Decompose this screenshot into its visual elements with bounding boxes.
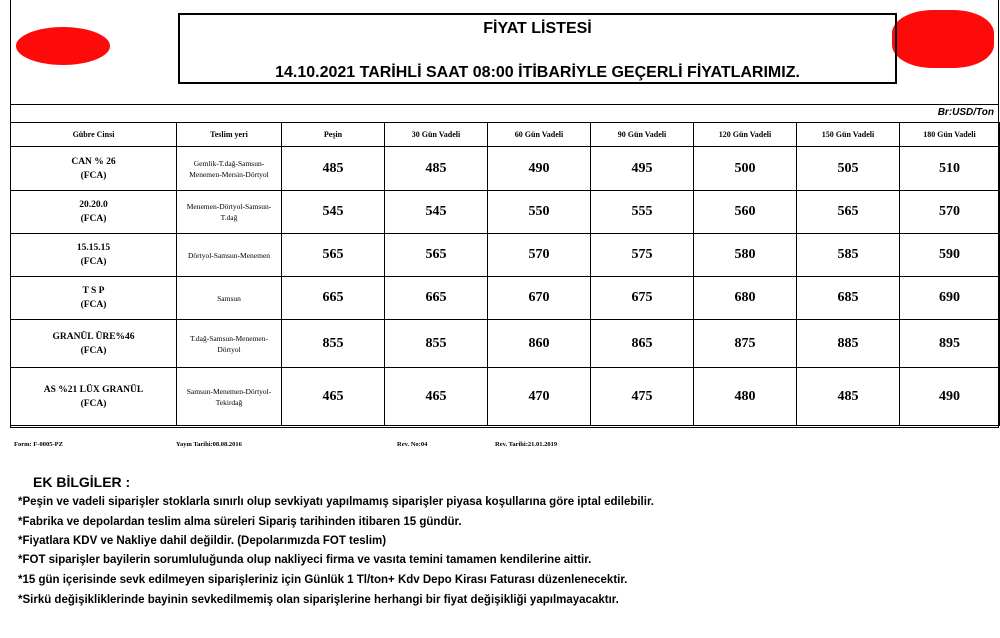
title-box (178, 13, 897, 84)
product-cell (11, 277, 177, 320)
table-row (11, 277, 1000, 320)
price-cell: 590 (900, 234, 1000, 277)
col-header: 150 Gün Vadeli (797, 123, 900, 147)
price-cell: 565 (282, 234, 385, 277)
price-cell: 865 (591, 320, 694, 368)
product-name: 15.15.15 (76, 243, 111, 253)
table-header-row (11, 123, 1000, 147)
price-cell: 685 (797, 277, 900, 320)
price-cell: 475 (591, 368, 694, 426)
publish-date: Yayın Tarihi:08.08.2016 (176, 441, 242, 448)
price-cell: 465 (282, 368, 385, 426)
location-cell: Gemlik-T.dağ-Samsun-Menemen-Mersin-Dörtyol (177, 147, 282, 191)
info-item: *15 gün içerisinde sevk edilmeyen siparişleriniz için Günlük 1 Tl/ton+ Kdv Depo Kirası Faturası düzenlenecektir. (18, 574, 628, 586)
price-cell: 855 (385, 320, 488, 368)
redaction-mark-left (16, 27, 110, 65)
page-title: FİYAT LİSTESİ (483, 20, 592, 37)
price-cell: 510 (900, 147, 1000, 191)
price-cell: 570 (488, 234, 591, 277)
col-header: 90 Gün Vadeli (591, 123, 694, 147)
info-title: EK BİLGİLER : (33, 474, 131, 490)
location-cell: T.dağ-Samsun-Menemen-Dörtyol (177, 320, 282, 368)
product-cell (11, 191, 177, 234)
col-header: 180 Gün Vadeli (900, 123, 1000, 147)
product-name: T S P (82, 286, 105, 296)
product-cell (11, 320, 177, 368)
divider-line (10, 104, 999, 105)
price-cell: 680 (694, 277, 797, 320)
table-row (11, 234, 1000, 277)
product-terms: (FCA) (80, 345, 107, 356)
info-item: *Fabrika ve depolardan teslim alma süreleri Sipariş tarihinden itibaren 15 gündür. (18, 516, 462, 528)
product-terms: (FCA) (80, 398, 107, 409)
price-cell: 550 (488, 191, 591, 234)
redaction-mark-right (892, 10, 994, 68)
price-cell: 570 (900, 191, 1000, 234)
col-header: 120 Gün Vadeli (694, 123, 797, 147)
product-terms: (FCA) (80, 170, 107, 181)
price-cell: 875 (694, 320, 797, 368)
price-cell: 485 (797, 368, 900, 426)
product-terms: (FCA) (80, 300, 107, 310)
form-code: Form: F-0005-PZ (14, 441, 63, 448)
product-name: GRANÜL ÜRE%46 (52, 331, 135, 342)
price-cell: 555 (591, 191, 694, 234)
product-name: CAN % 26 (71, 156, 116, 167)
location-cell: Samsun-Menemen-Dörtyol-Tekirdağ (177, 368, 282, 426)
price-cell: 895 (900, 320, 1000, 368)
price-cell: 485 (282, 147, 385, 191)
col-header: 60 Gün Vadeli (488, 123, 591, 147)
table-row (11, 368, 1000, 426)
info-item: *Peşin ve vadeli siparişler stoklarla sınırlı olup sevkiyatı yapılmamış siparişler piyasa koşullarına göre iptal edilebilir. (18, 496, 654, 508)
price-table (10, 122, 1000, 426)
price-cell: 860 (488, 320, 591, 368)
table-row (11, 147, 1000, 191)
price-cell: 495 (591, 147, 694, 191)
price-cell: 545 (282, 191, 385, 234)
price-cell: 565 (385, 234, 488, 277)
product-terms: (FCA) (80, 257, 107, 267)
table-row (11, 320, 1000, 368)
price-cell: 670 (488, 277, 591, 320)
product-terms: (FCA) (80, 214, 107, 224)
product-cell (11, 147, 177, 191)
table-row (11, 191, 1000, 234)
product-cell (11, 368, 177, 426)
price-cell: 675 (591, 277, 694, 320)
col-header: Teslim yeri (177, 123, 282, 147)
info-item: *FOT siparişler bayilerin sorumluluğunda olup nakliyeci firma ve vasıta temini tamamen kendilerine aittir. (18, 554, 592, 566)
price-cell: 465 (385, 368, 488, 426)
price-cell: 480 (694, 368, 797, 426)
product-cell (11, 234, 177, 277)
product-name: 20.20.0 (79, 200, 108, 210)
page-subtitle: 14.10.2021 TARİHLİ SAAT 08:00 İTİBARİYLE GEÇERLİ FİYATLARIMIZ. (275, 64, 800, 81)
location-cell: Samsun (177, 277, 282, 320)
price-cell: 485 (385, 147, 488, 191)
price-cell: 565 (797, 191, 900, 234)
revision-date: Rev. Tarihi:21.01.2019 (495, 441, 558, 448)
price-cell: 545 (385, 191, 488, 234)
price-cell: 560 (694, 191, 797, 234)
price-cell: 665 (385, 277, 488, 320)
price-cell: 500 (694, 147, 797, 191)
revision-number: Rev. No:04 (397, 441, 428, 448)
location-cell: Menemen-Dörtyol-Samsun-T.dağ (177, 191, 282, 234)
price-cell: 470 (488, 368, 591, 426)
info-item: *Fiyatlara KDV ve Nakliye dahil değildir. (Depolarımızda FOT teslim) (18, 535, 387, 547)
price-cell: 665 (282, 277, 385, 320)
col-header: 30 Gün Vadeli (385, 123, 488, 147)
price-cell: 490 (900, 368, 1000, 426)
price-cell: 490 (488, 147, 591, 191)
price-cell: 585 (797, 234, 900, 277)
location-cell: Dörtyol-Samsun-Menemen (177, 234, 282, 277)
price-cell: 690 (900, 277, 1000, 320)
price-cell: 575 (591, 234, 694, 277)
price-cell: 885 (797, 320, 900, 368)
price-cell: 855 (282, 320, 385, 368)
col-header: Gübre Cinsi (11, 123, 177, 147)
col-header: Peşin (282, 123, 385, 147)
product-name: AS %21 LÜX GRANÜL (43, 384, 144, 395)
unit-label: Br:USD/Ton (937, 107, 994, 118)
price-cell: 580 (694, 234, 797, 277)
info-item: *Sirkü değişikliklerinde bayinin sevkedilmemiş olan siparişlerine herhangi bir fiyat değişikliği yapılmayacaktır. (18, 594, 619, 606)
price-cell: 505 (797, 147, 900, 191)
